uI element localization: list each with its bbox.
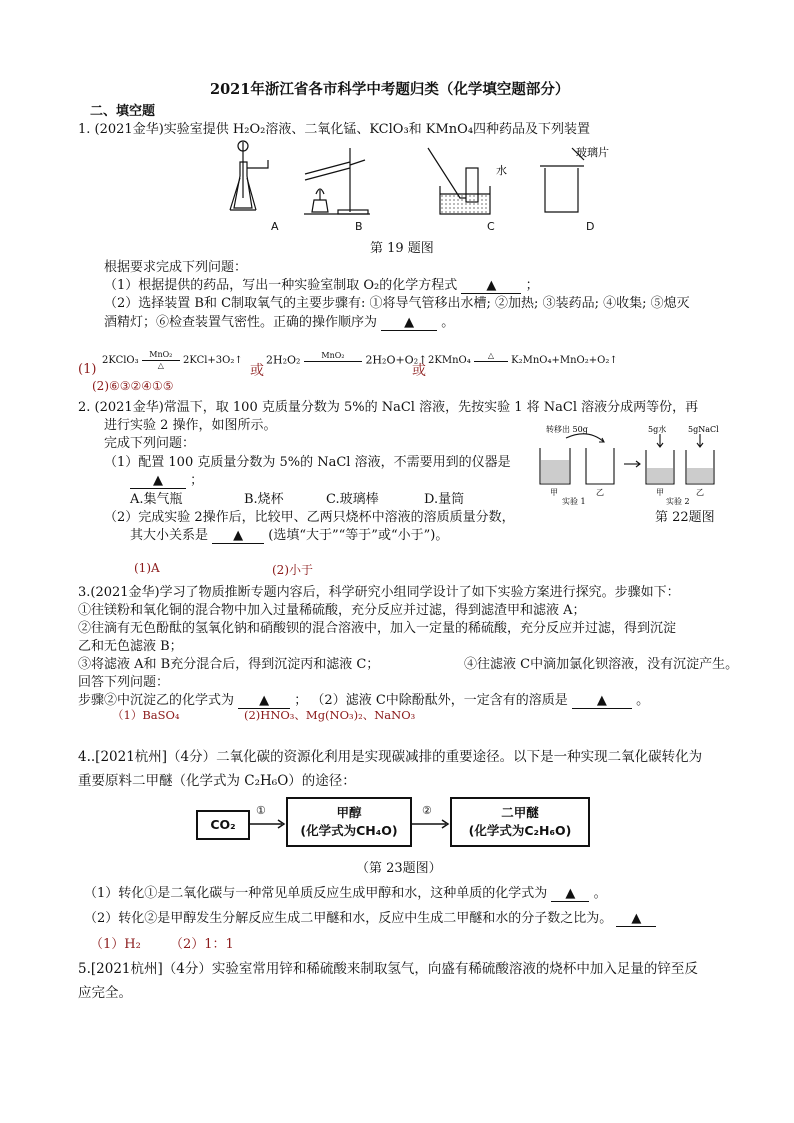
q1-part2-text: 酒精灯；⑥检查装置气密性。正确的操作顺序为: [104, 315, 378, 330]
q2-option-c: C.玻璃棒: [326, 492, 379, 507]
q1-part1-end: ；: [525, 278, 539, 293]
fig-label-c: C: [487, 220, 495, 233]
q4-part2-text: （2）转化②是甲醇发生分解反应生成二甲醚和水，反应中生成二甲醚和水的分子数之比为。: [84, 911, 613, 926]
eq1-left: 2KClO₃: [102, 355, 139, 366]
apparatus-a-flask-icon: [230, 141, 268, 210]
q3-question-mid: ； （2）滤液 C中除酚酞外，一定含有的溶质是: [294, 693, 568, 708]
q4-part1-blank: ▲: [551, 886, 589, 902]
flow-box-co2: [196, 810, 250, 840]
q1-figure-caption: 第 19 题图: [370, 241, 434, 256]
q1-part2-line1: （2）选择装置 B和 C制取氧气的主要步骤有: ①将导气管移出水槽; ②加热; ③装药品; ④收集; ⑤熄灭: [104, 296, 690, 311]
q4-line2: 重要原料二甲醚（化学式为 C₂H₆O）的途径：: [78, 773, 356, 789]
q2-part2-line1: （2）完成实验 2操作后，比较甲、乙两只烧杯中溶液的溶质质量分数，: [104, 510, 515, 525]
q5-line1: 5.[2021杭州]（4分）实验室常用锌和稀硫酸来制取氢气，向盛有稀硫酸溶液的烧杯中加入足量的锌至反: [78, 961, 698, 977]
q3-answer-1: （1）BaSO₄: [112, 708, 180, 722]
q3-step2-line1: ②往滴有无色酚酞的氢氧化钠和硝酸钡的混合溶液中，加入一定量的稀硫酸，充分反应并过滤，得到沉淀: [78, 621, 677, 636]
q4-part1: [84, 882, 607, 902]
methanol-name: 甲醇: [336, 805, 362, 820]
fig-yi-1: 乙: [596, 488, 604, 497]
equation-1: [102, 351, 243, 370]
q4-line1: 4..[2021杭州]（4分）二氧化碳的资源化利用是实现碳减排的重要途径。以下是一种实现二氧化碳转化为: [78, 749, 703, 765]
q2-part2-text: 其大小关系是: [130, 528, 209, 543]
page-title: 2021年浙江省各市科学中考题归类（化学填空题部分）: [210, 81, 570, 98]
water-label: 水: [496, 164, 507, 177]
q2-line2: 进行实验 2 操作，如图所示。: [104, 418, 277, 433]
equation-2: [266, 351, 427, 370]
or-2: 或: [412, 363, 426, 379]
q4-part1-text: （1）转化①是二氧化碳与一种常见单质反应生成甲醇和水，这种单质的化学式为: [84, 886, 548, 901]
fig-label-b: B: [355, 220, 363, 233]
q2-part1-end: ；: [190, 473, 204, 488]
equation-3: [428, 351, 618, 370]
fig-yi-2: 乙: [696, 488, 704, 497]
q4-answer-2: （2）1：1: [170, 937, 234, 952]
flow-step-1: ①: [256, 804, 266, 817]
flow-step-2: ②: [422, 804, 432, 817]
q2-line1: 2. (2021金华)常温下，取 100 克质量分数为 5%的 NaCl 溶液，先按实验 1 将 NaCl 溶液分成两等份，再: [78, 400, 699, 415]
q3-question: [78, 689, 649, 709]
q1-intro: 根据要求完成下列问题：: [104, 260, 248, 275]
eq3-left: 2KMnO₄: [428, 355, 471, 366]
apparatus-c-water-trough-icon: [428, 148, 490, 214]
q1-apparatus-figure: [200, 138, 609, 218]
methanol-formula: (化学式为CH₄O): [300, 823, 398, 838]
q2-part2-line2: [130, 524, 448, 544]
q2-part1-blank: ▲: [130, 473, 186, 489]
q3-answer-2: (2)HNO₃、Mg(NO₃)₂、NaNO₃: [244, 708, 416, 722]
flow-arrow-2: [410, 818, 450, 830]
q3-question-text: 步骤②中沉淀乙的化学式为: [78, 693, 235, 708]
q1-part2-end: 。: [441, 315, 455, 330]
q3-line1: 3.(2021金华)学习了物质推断专题内容后，科学研究小组同学设计了如下实验方案进行探究。步骤如下：: [78, 585, 680, 600]
fig-transfer-label: 转移出 50g: [546, 425, 588, 434]
q2-part2-blank: ▲: [212, 528, 264, 544]
fig-nacl-label: 5gNaCl: [688, 425, 719, 434]
flow-box-methanol: [286, 797, 412, 847]
q3-blank-1: ▲: [238, 693, 290, 709]
apparatus-b-heating-icon: [304, 148, 370, 214]
q3-step2-line2: 乙和无色滤液 B；: [78, 639, 183, 654]
q3-blank-2: ▲: [572, 693, 632, 709]
fig-label-a: A: [271, 220, 279, 233]
q1-part1-text: （1）根据提供的药品，写出一种实验室制取 O₂的化学方程式: [104, 278, 458, 293]
q1-part2-line2: [104, 311, 454, 331]
q5-line2: 应完全。: [78, 985, 132, 1001]
fig-water-label: 5g水: [648, 425, 667, 434]
ether-name: 二甲醚: [501, 805, 539, 820]
flow-arrow-1: [248, 818, 286, 830]
eq1-right: 2KCl+3O₂↑: [183, 355, 243, 366]
ether-formula: (化学式为C₂H₆O): [468, 823, 572, 838]
fig-label-d: D: [586, 220, 595, 233]
fig-exp1-label: 实验 1: [562, 497, 586, 506]
eq3-condition: △: [487, 351, 494, 360]
flow-co2-label: CO₂: [210, 817, 236, 832]
eq2-left: 2H₂O₂: [266, 353, 301, 367]
q4-part2: [84, 907, 656, 927]
q2-answer-2: (2)小于: [272, 563, 313, 577]
fig-exp2-label: 实验 2: [666, 497, 690, 506]
eq2-catalyst: MnO₂: [321, 351, 345, 360]
q4-figure-caption: （第 23题图）: [356, 861, 442, 876]
q2-intro: 完成下列问题：: [104, 436, 196, 451]
q1-stem: 1. (2021金华)实验室提供 H₂O₂溶液、二氧化锰、KClO₃和 KMnO₄四种药品及下列装置: [78, 122, 591, 137]
q1-answer-2: (2)⑥③②④①⑤: [92, 379, 174, 393]
fig-jia-1: 甲: [550, 488, 558, 497]
q4-part1-end: 。: [593, 886, 607, 901]
q3-step4: ④往滤液 C中滴加氯化钡溶液，没有沉淀产生。: [464, 657, 739, 672]
q1-answer-number: (1): [78, 362, 97, 377]
q4-part2-blank: ▲: [616, 911, 656, 927]
q3-step1: ①往镁粉和氧化铜的混合物中加入过量稀硫酸，充分反应并过滤，得到滤渣甲和滤液 A；: [78, 603, 586, 618]
eq1-catalyst: MnO₂: [149, 350, 173, 359]
eq2-right: 2H₂O+O₂↑: [365, 353, 428, 367]
q3-intro: 回答下列问题：: [78, 675, 170, 690]
flow-box-dimethyl-ether: [450, 797, 590, 847]
eq1-condition: △: [157, 361, 164, 370]
eq3-right: K₂MnO₄+MnO₂+O₂↑: [511, 355, 618, 366]
q1-part1: [104, 274, 539, 294]
fig-jia-2: 甲: [656, 488, 664, 497]
q3-step3: ③将滤液 A和 B充分混合后，得到沉淀丙和滤液 C；: [78, 657, 380, 672]
q2-option-d: D.量筒: [424, 492, 465, 507]
q2-part2-end: (选填“大于”“等于”或“小于”)。: [268, 528, 449, 543]
q2-experiment-figure: [536, 420, 736, 506]
q1-part1-blank: ▲: [461, 278, 521, 294]
section-heading: 二、填空题: [90, 104, 156, 119]
q2-answer-1: (1)A: [134, 561, 160, 575]
or-1: 或: [250, 363, 264, 379]
q2-option-a: A.集气瓶: [130, 492, 183, 507]
q2-figure-caption: 第 22题图: [655, 510, 715, 525]
q2-part1-blankline: [130, 469, 203, 489]
q1-part2-blank: ▲: [381, 315, 437, 331]
glass-label: 玻璃片: [576, 146, 609, 159]
q4-answer-1: （1）H₂: [90, 937, 141, 952]
q2-part1-line1: （1）配置 100 克质量分数为 5%的 NaCl 溶液，不需要用到的仪器是: [104, 455, 511, 470]
q2-option-b: B.烧杯: [244, 492, 284, 507]
q3-question-end: 。: [636, 693, 650, 708]
